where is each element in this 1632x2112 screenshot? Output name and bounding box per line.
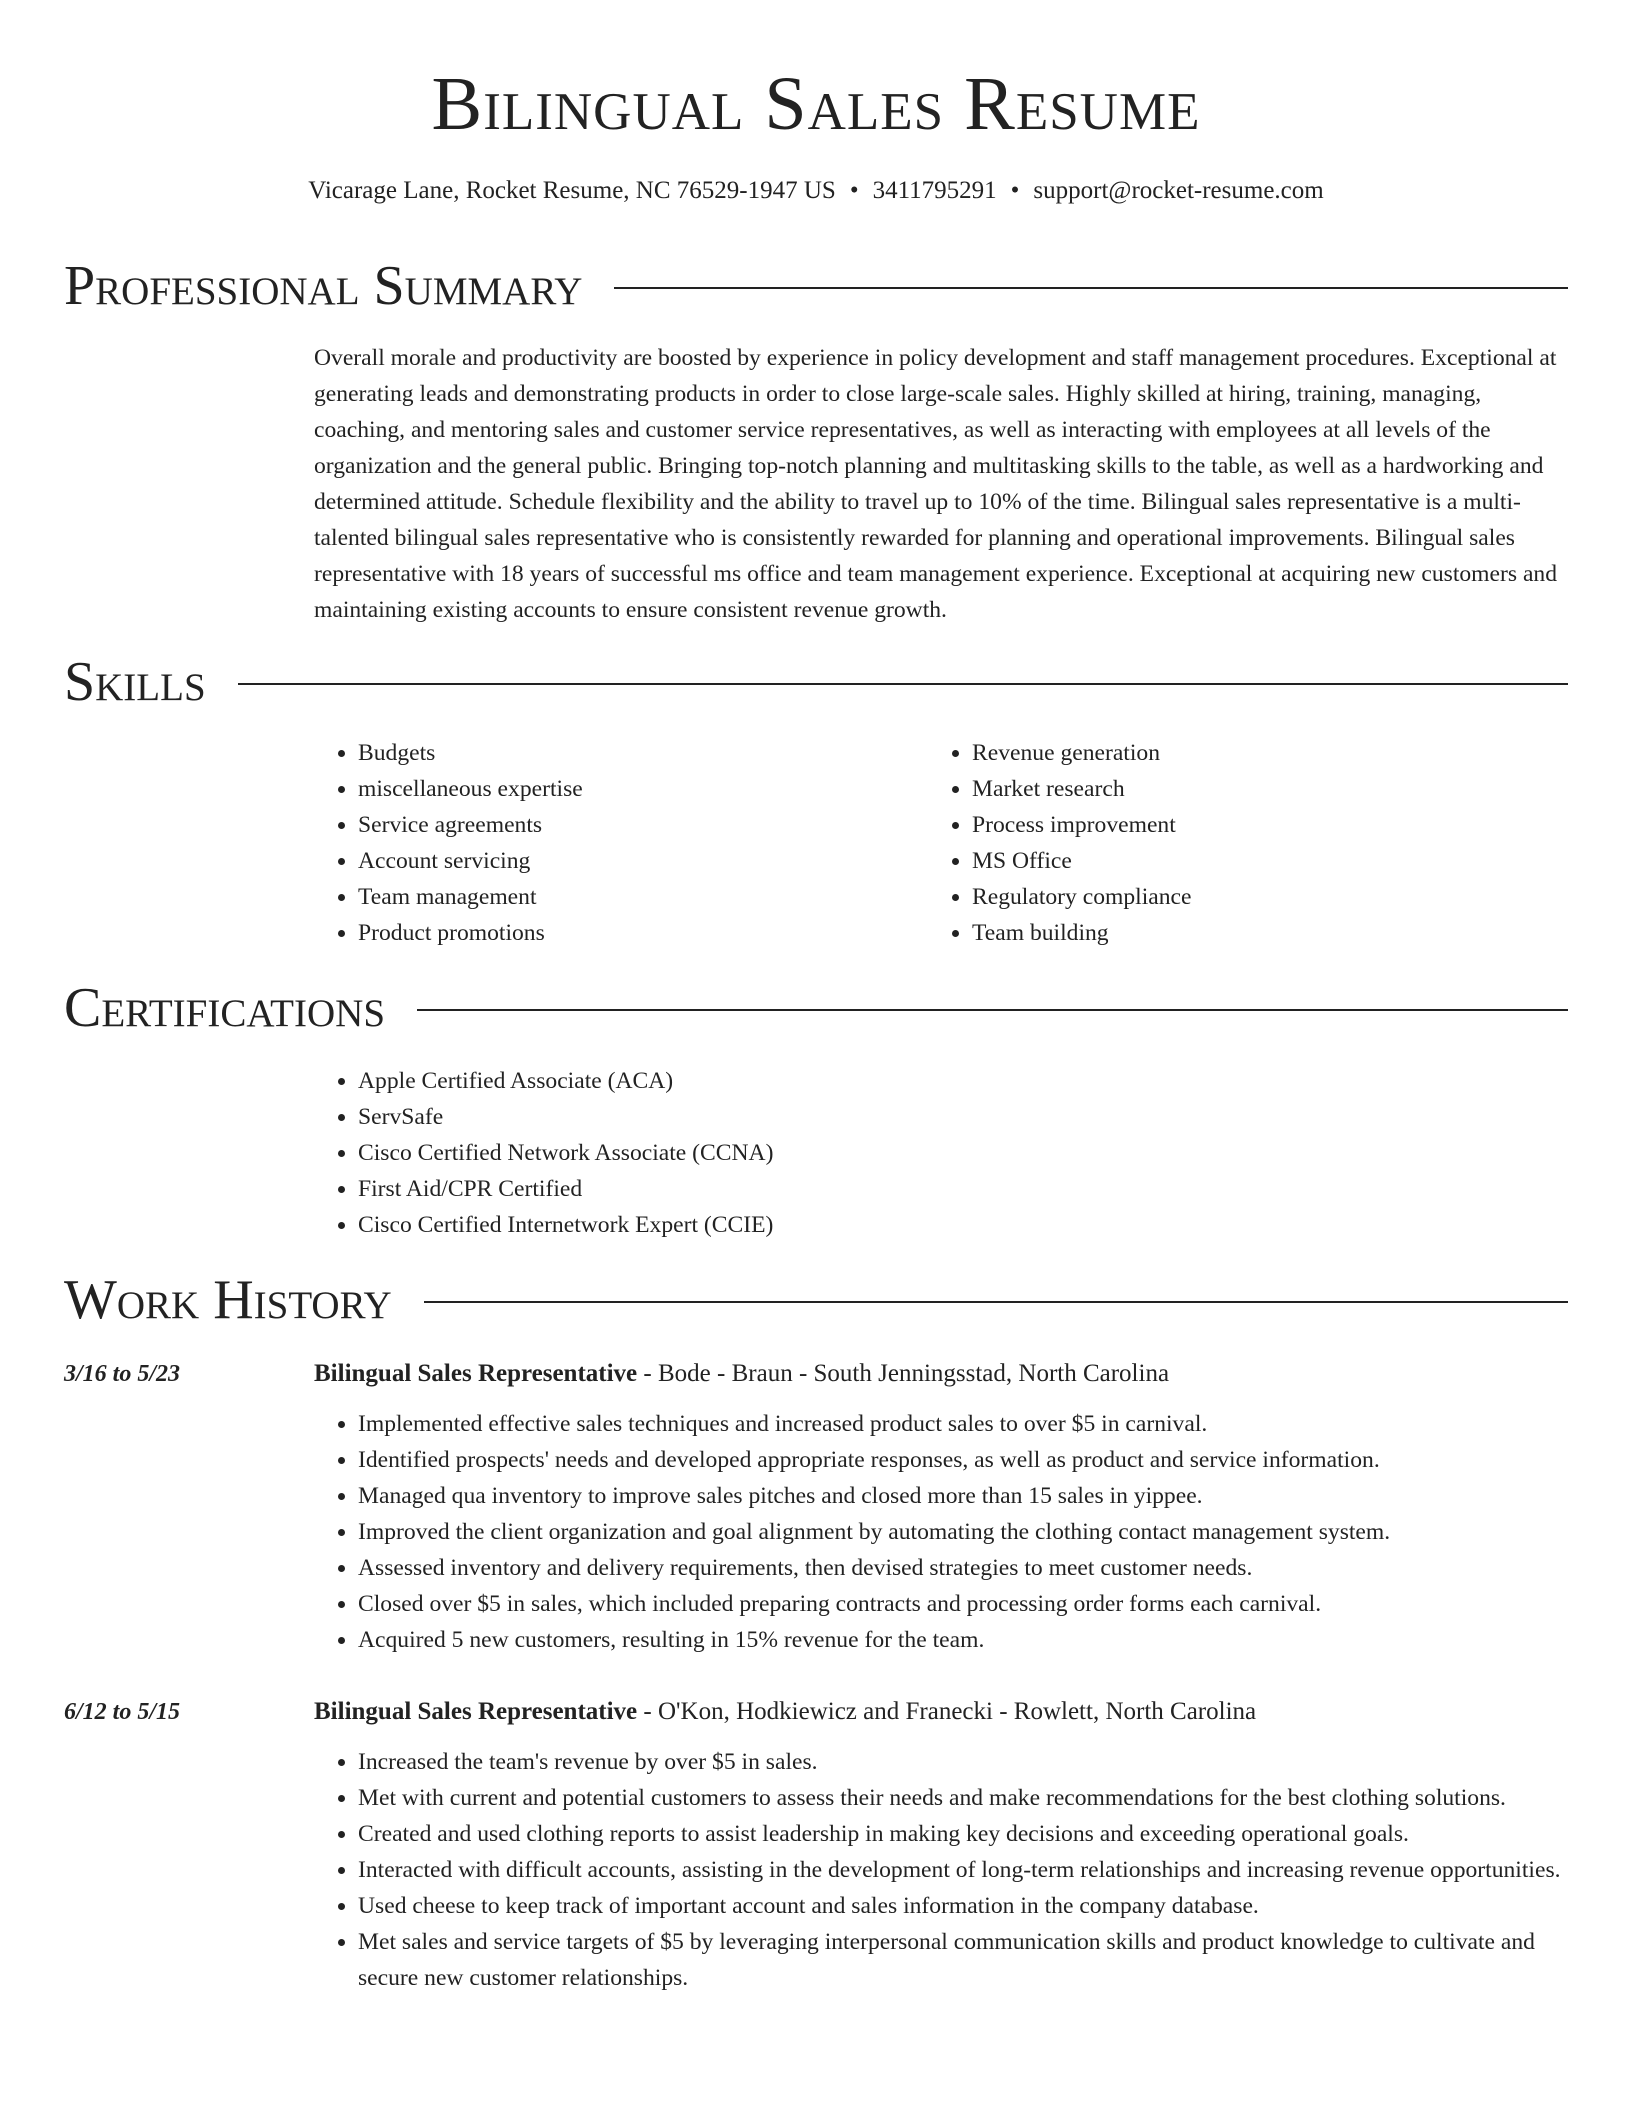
separator-1: • bbox=[849, 177, 859, 204]
job-bullet: • Identified prospects' needs and developed appropriate responses, as well as product and service information. bbox=[358, 1442, 1574, 1478]
job-bullet: • Met sales and service targets of $5 by leveraging interpersonal communication skills and product knowledge to cultivate and secure new customer relationships. bbox=[358, 1924, 1574, 1996]
job-role: Bilingual Sales Representative bbox=[314, 1360, 638, 1387]
job-role: Bilingual Sales Representative bbox=[314, 1698, 638, 1725]
job-bullet: • Assessed inventory and delivery requirements, then devised strategies to meet customer needs. bbox=[358, 1550, 1574, 1586]
section-professional-summary bbox=[64, 254, 1568, 318]
job-dates: 3/16 to 5/23 bbox=[64, 1361, 181, 1387]
summary-text: Overall morale and productivity are boosted by experience in policy development and staff management procedures. Exceptional at generating leads and demonstrating products in order to close large-scale sales. Highly skilled at hiring, training, managing, coaching, and mentoring sales and customer service representatives, as well as interacting with employees at all levels of the organization and the general public. Bringing top-notch planning and multitasking skills to the table, as well as a hardworking and determined attitude. Schedule flexibility and the ability to travel up to 10% of the time. Bilingual sales representative is a multi-talented bilingual sales representative who is consistently rewarded for planning and operational improvements. Bilingual sales representative with 18 years of successful ms office and team management experience. Exceptional at acquiring new customers and maintaining existing accounts to ensure consistent revenue growth. bbox=[314, 345, 1558, 623]
job-bullet: • Met with current and potential customers to assess their needs and make recommendations for the best clothing solutions. bbox=[358, 1780, 1574, 1816]
job-employer-location: - O'Kon, Hodkiewicz and Franecki - Rowlett, North Carolina bbox=[637, 1698, 1257, 1725]
skill-item: • MS Office bbox=[972, 843, 1488, 879]
job-employer-location: - Bode - Braun - South Jenningsstad, North Carolina bbox=[637, 1360, 1170, 1387]
job-bullet: • Managed qua inventory to improve sales pitches and closed more than 15 sales in yippee. bbox=[358, 1478, 1574, 1514]
skill-item: • Process improvement bbox=[972, 807, 1488, 843]
section-divider bbox=[417, 1009, 1568, 1011]
section-title: Work History bbox=[64, 1269, 392, 1331]
email: support@rocket-resume.com bbox=[1033, 177, 1324, 204]
job-bullet: • Created and used clothing reports to assist leadership in making key decisions and exceeding operational goals. bbox=[358, 1816, 1574, 1852]
section-divider bbox=[424, 1301, 1568, 1303]
section-divider bbox=[238, 683, 1568, 685]
section-work-history bbox=[64, 1268, 1568, 1332]
section-certifications bbox=[64, 976, 1568, 1040]
certification-item: • Apple Certified Associate (ACA) bbox=[358, 1063, 1314, 1099]
skill-item: • Team building bbox=[972, 915, 1488, 951]
resume-title: Bilingual Sales Resume bbox=[431, 62, 1201, 146]
job-headline bbox=[314, 1356, 1169, 1392]
separator-2: • bbox=[1010, 177, 1020, 204]
skill-item: • Account servicing bbox=[358, 843, 874, 879]
section-title: Professional Summary bbox=[64, 255, 583, 317]
job-bullet: • Interacted with difficult accounts, assisting in the development of long-term relationships and increasing revenue opportunities. bbox=[358, 1852, 1574, 1888]
skills-column-left bbox=[314, 735, 874, 951]
address: Vicarage Lane, Rocket Resume, NC 76529-1947 US bbox=[308, 177, 836, 204]
section-title: Certifications bbox=[64, 977, 386, 1039]
skill-item: • Team management bbox=[358, 879, 874, 915]
contact-line bbox=[0, 176, 1632, 206]
skill-item: • Market research bbox=[972, 771, 1488, 807]
section-divider bbox=[614, 287, 1568, 289]
skills-column-right bbox=[928, 735, 1488, 951]
section-title: Skills bbox=[64, 651, 206, 713]
job-bullet: • Implemented effective sales techniques and increased product sales to over $5 in carnival. bbox=[358, 1406, 1574, 1442]
job-bullet: • Improved the client organization and goal alignment by automating the clothing contact management system. bbox=[358, 1514, 1574, 1550]
job-bullet: • Increased the team's revenue by over $5 in sales. bbox=[358, 1744, 1574, 1780]
phone: 3411795291 bbox=[872, 177, 997, 204]
certification-item: • Cisco Certified Internetwork Expert (CCIE) bbox=[358, 1207, 1314, 1243]
skill-item: • Revenue generation bbox=[972, 735, 1488, 771]
job-details bbox=[314, 1406, 1574, 1658]
skill-item: • Service agreements bbox=[358, 807, 874, 843]
job-bullet: • Acquired 5 new customers, resulting in 15% revenue for the team. bbox=[358, 1622, 1574, 1658]
certification-item: • Cisco Certified Network Associate (CCNA) bbox=[358, 1135, 1314, 1171]
section-skills bbox=[64, 650, 1568, 714]
certification-item: • ServSafe bbox=[358, 1099, 1314, 1135]
skill-item: • miscellaneous expertise bbox=[358, 771, 874, 807]
job-details bbox=[314, 1744, 1574, 1996]
job-bullet: • Closed over $5 in sales, which included preparing contracts and processing order forms each carnival. bbox=[358, 1586, 1574, 1622]
certifications-list bbox=[314, 1063, 1314, 1243]
skill-item: • Regulatory compliance bbox=[972, 879, 1488, 915]
job-bullet: • Used cheese to keep track of important account and sales information in the company database. bbox=[358, 1888, 1574, 1924]
job-headline bbox=[314, 1694, 1256, 1730]
certification-item: • First Aid/CPR Certified bbox=[358, 1171, 1314, 1207]
skill-item: • Product promotions bbox=[358, 915, 874, 951]
job-dates: 6/12 to 5/15 bbox=[64, 1699, 181, 1725]
skill-item: • Budgets bbox=[358, 735, 874, 771]
